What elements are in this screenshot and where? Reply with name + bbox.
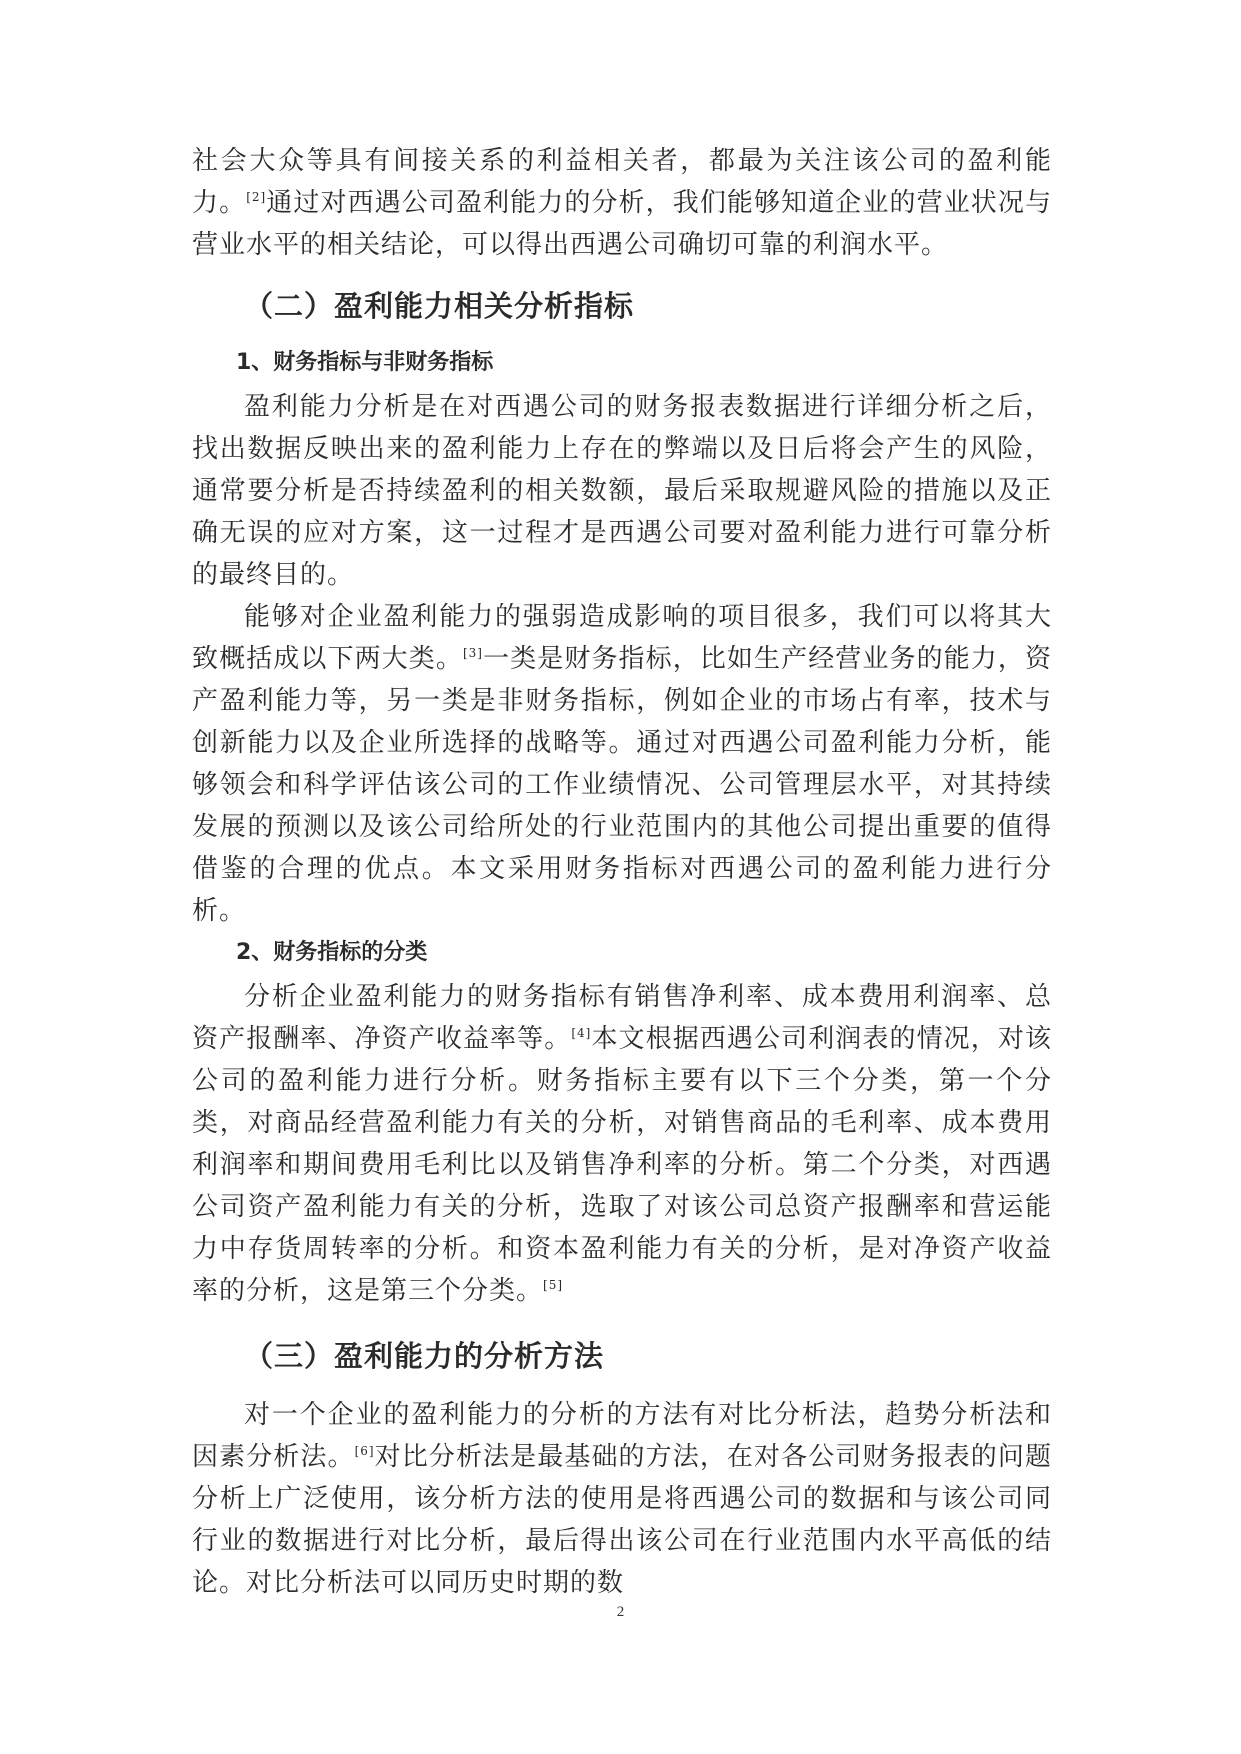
citation-ref: [2]	[246, 190, 267, 204]
citation-ref: [5]	[543, 1278, 564, 1292]
subsection-heading-2: 2、财务指标的分类	[236, 940, 428, 965]
paragraph-analysis-purpose: 盈利能力分析是在对西遇公司的财务报表数据进行详细分析之后，找出数据反映出来的盈利能力上存在的弊端以及日后将会产生的风险，通常要分析是否持续盈利的相关数额，最后采取规避风险的措施以及正确无误的应对方案，这一过程才是西遇公司要对盈利能力进行可靠分析的最终目的。	[192, 392, 1052, 590]
paragraph-intro: 社会大众等具有间接关系的利益相关者，都最为关注该公司的盈利能力。[2]通过对西遇公司盈利能力的分析，我们能够知道企业的营业状况与营业水平的相关结论，可以得出西遇公司确切可靠的利润水平。	[192, 146, 1052, 260]
citation-ref: [4]	[571, 1026, 592, 1040]
paragraph-analysis-methods: 对一个企业的盈利能力的分析的方法有对比分析法，趋势分析法和因素分析法。[6]对比分析法是最基础的方法，在对各公司财务报表的问题分析上广泛使用，该分析方法的使用是将西遇公司的数据和与该公司同行业的数据进行对比分析，最后得出该公司在行业范围内水平高低的结论。对比分析法可以同历史时期的数	[192, 1400, 1052, 1598]
section-heading-2: （二）盈利能力相关分析指标	[244, 289, 635, 323]
subsection-heading-1: 1、财务指标与非财务指标	[236, 350, 494, 375]
section-heading-3: （三）盈利能力的分析方法	[244, 1339, 605, 1373]
paragraph-indicator-classes: 分析企业盈利能力的财务指标有销售净利率、成本费用利润率、总资产报酬率、净资产收益率等。[4]本文根据西遇公司利润表的情况，对该公司的盈利能力进行分析。财务指标主要有以下三个分类，第一个分类，对商品经营盈利能力有关的分析，对销售商品的毛利率、成本费用利润率和期间费用毛利比以及销售净利率的分析。第二个分类，对西遇公司资产盈利能力有关的分析，选取了对该公司总资产报酬率和营运能力中存货周转率的分析。和资本盈利能力有关的分析，是对净资产收益率的分析，这是第三个分类。[5]	[192, 982, 1052, 1306]
paragraph-indicator-types: 能够对企业盈利能力的强弱造成影响的项目很多，我们可以将其大致概括成以下两大类。[3]一类是财务指标，比如生产经营业务的能力，资产盈利能力等，另一类是非财务指标，例如企业的市场占有率，技术与创新能力以及企业所选择的战略等。通过对西遇公司盈利能力分析，能够领会和科学评估该公司的工作业绩情况、公司管理层水平，对其持续发展的预测以及该公司给所处的行业范围内的其他公司提出重要的值得借鉴的合理的优点。本文采用财务指标对西遇公司的盈利能力进行分析。	[192, 602, 1052, 926]
citation-ref: [6]	[354, 1444, 375, 1458]
citation-ref: [3]	[462, 646, 483, 660]
page-number: 2	[616, 1604, 625, 1620]
document-page	[192, 140, 1052, 1604]
